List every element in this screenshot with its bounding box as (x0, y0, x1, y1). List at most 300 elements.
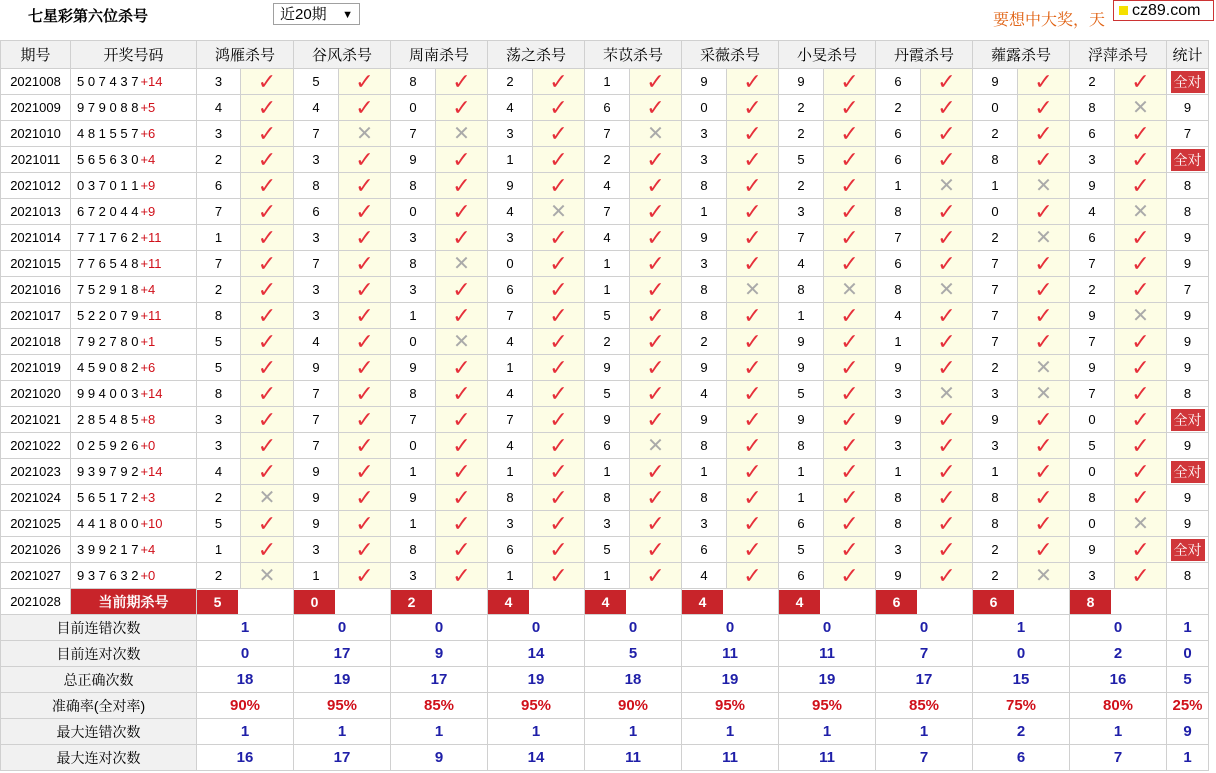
period-cell: 2021020 (1, 381, 71, 407)
current-kill-cell (682, 589, 779, 615)
kill-number-cell: 2 (197, 563, 241, 589)
result-cell (533, 485, 585, 511)
period-cell: 2021018 (1, 329, 71, 355)
header-expert[interactable]: 丹霞杀号 (876, 41, 973, 69)
row-stat-cell (1167, 485, 1209, 511)
check-icon: ✓ (1034, 484, 1053, 510)
check-icon: ✓ (549, 562, 568, 588)
current-kill-cell (391, 589, 488, 615)
kill-number-cell: 7 (779, 225, 824, 251)
stats-value: 1 (197, 719, 294, 745)
result-cell (339, 511, 391, 537)
kill-number-cell: 1 (585, 563, 630, 589)
row-stat-cell (1167, 69, 1209, 95)
check-icon: ✓ (937, 224, 956, 250)
stats-value: 95% (779, 693, 876, 719)
result-cell (533, 355, 585, 381)
check-icon: ✓ (549, 510, 568, 536)
kill-number-cell: 1 (585, 459, 630, 485)
kill-number-cell: 8 (585, 485, 630, 511)
check-icon: ✓ (1131, 68, 1150, 94)
check-icon: ✓ (452, 406, 471, 432)
result-cell (824, 147, 876, 173)
kill-number-cell: 7 (1070, 381, 1115, 407)
cross-icon: ✕ (1035, 356, 1052, 379)
result-cell (339, 537, 391, 563)
result-cell (921, 277, 973, 303)
kill-number-cell: 2 (876, 95, 921, 121)
header-expert[interactable]: 小旻杀号 (779, 41, 876, 69)
check-icon: ✓ (257, 536, 277, 562)
check-icon: ✓ (840, 68, 859, 94)
result-cell (436, 537, 488, 563)
current-period-cell: 2021028 (1, 589, 71, 615)
result-cell (436, 199, 488, 225)
check-icon: ✓ (646, 406, 665, 432)
result-cell (630, 95, 682, 121)
result-cell (339, 563, 391, 589)
kill-number-cell: 4 (488, 95, 533, 121)
draw-extra: +8 (140, 412, 156, 427)
check-icon: ✓ (840, 432, 859, 458)
row-stat-cell (1167, 121, 1209, 147)
kill-number-cell: 2 (1070, 69, 1115, 95)
kill-number-cell: 1 (779, 303, 824, 329)
kill-number-cell: 9 (1070, 303, 1115, 329)
stats-row (1, 745, 1209, 771)
kill-number-table (0, 40, 1209, 771)
row-stat-cell (1167, 95, 1209, 121)
result-cell (824, 381, 876, 407)
kill-number-cell: 3 (779, 199, 824, 225)
result-cell (436, 303, 488, 329)
check-icon: ✓ (646, 250, 665, 276)
ad-text[interactable]: 要想中大奖，天 (993, 12, 1106, 29)
kill-number-cell: 7 (973, 329, 1018, 355)
result-cell (727, 69, 779, 95)
check-icon: ✓ (743, 484, 762, 510)
result-cell (436, 147, 488, 173)
result-cell (921, 485, 973, 511)
result-cell (1018, 173, 1070, 199)
stats-total: 9 (1167, 719, 1209, 745)
period-range-select[interactable] (273, 3, 360, 25)
check-icon: ✓ (937, 562, 956, 588)
draw-digits: 2 8 5 4 8 5 (77, 412, 139, 427)
result-cell (533, 173, 585, 199)
table-row (1, 485, 1209, 511)
result-cell (824, 459, 876, 485)
check-icon: ✓ (646, 198, 665, 224)
stats-label: 目前连错次数 (1, 615, 197, 641)
kill-number-cell: 8 (876, 277, 921, 303)
kill-number-cell: 8 (391, 537, 436, 563)
cross-icon: ✕ (1132, 96, 1149, 119)
check-icon: ✓ (1034, 68, 1053, 94)
check-icon: ✓ (1131, 146, 1150, 172)
current-kill-cell (488, 589, 585, 615)
result-cell (824, 355, 876, 381)
check-icon: ✓ (840, 328, 859, 354)
stats-value: 16 (197, 745, 294, 771)
check-icon: ✓ (549, 484, 568, 510)
draw-digits: 0 3 7 0 1 1 (77, 178, 139, 193)
kill-number-cell: 6 (585, 433, 630, 459)
kill-number-cell: 7 (973, 303, 1018, 329)
header-expert[interactable]: 谷风杀号 (294, 41, 391, 69)
check-icon: ✓ (1131, 276, 1150, 302)
check-icon: ✓ (840, 120, 859, 146)
check-icon: ✓ (840, 250, 859, 276)
result-cell (533, 69, 585, 95)
current-kill-number: 6 (876, 590, 917, 614)
result-cell (727, 277, 779, 303)
kill-number-cell: 6 (876, 69, 921, 95)
result-cell (241, 277, 294, 303)
result-cell (339, 121, 391, 147)
result-cell (436, 95, 488, 121)
kill-number-cell: 3 (488, 511, 533, 537)
kill-number-cell: 4 (585, 225, 630, 251)
header-expert[interactable]: 蕹露杀号 (973, 41, 1070, 69)
kill-number-cell: 3 (488, 225, 533, 251)
kill-number-cell: 5 (197, 329, 241, 355)
period-cell: 2021024 (1, 485, 71, 511)
kill-number-cell: 2 (779, 173, 824, 199)
current-period-row (1, 589, 1209, 615)
current-kill-cell (585, 589, 682, 615)
result-cell (533, 329, 585, 355)
kill-number-cell: 3 (1070, 147, 1115, 173)
kill-number-cell: 1 (585, 251, 630, 277)
check-icon: ✓ (549, 536, 568, 562)
result-cell (241, 147, 294, 173)
draw-extra: +10 (140, 516, 163, 531)
stats-value: 0 (391, 615, 488, 641)
period-cell: 2021014 (1, 225, 71, 251)
stats-label: 准确率(全对率) (1, 693, 197, 719)
draw-digits: 5 2 2 0 7 9 (77, 308, 139, 323)
result-cell (824, 199, 876, 225)
stats-value: 90% (197, 693, 294, 719)
stats-value: 7 (876, 745, 973, 771)
kill-number-cell: 9 (779, 329, 824, 355)
kill-number-cell: 9 (1070, 173, 1115, 199)
result-cell (630, 433, 682, 459)
current-kill-number: 0 (294, 590, 335, 614)
table-row (1, 277, 1209, 303)
kill-number-cell: 6 (197, 173, 241, 199)
check-icon: ✓ (257, 276, 277, 302)
kill-number-cell: 1 (488, 147, 533, 173)
header-expert[interactable]: 周南杀号 (391, 41, 488, 69)
table-row (1, 537, 1209, 563)
kill-number-cell: 7 (585, 121, 630, 147)
period-range-value: 近20期 (280, 6, 327, 23)
result-cell (241, 407, 294, 433)
check-icon: ✓ (743, 536, 762, 562)
stats-value: 7 (1070, 745, 1167, 771)
stats-value: 18 (585, 667, 682, 693)
result-cell (1018, 381, 1070, 407)
kill-number-cell: 1 (779, 459, 824, 485)
result-cell (533, 225, 585, 251)
current-kill-cell (1070, 589, 1167, 615)
kill-number-cell: 9 (779, 69, 824, 95)
check-icon: ✓ (743, 562, 762, 588)
result-cell (727, 173, 779, 199)
kill-number-cell: 4 (488, 381, 533, 407)
result-cell (1115, 251, 1167, 277)
check-icon: ✓ (549, 276, 568, 302)
draw-cell (71, 251, 197, 277)
check-icon: ✓ (1131, 354, 1150, 380)
check-icon: ✓ (257, 120, 277, 146)
check-icon: ✓ (937, 198, 956, 224)
check-icon: ✓ (355, 458, 374, 484)
check-icon: ✓ (1034, 406, 1053, 432)
result-cell (1018, 563, 1070, 589)
result-cell (630, 459, 682, 485)
table-row (1, 95, 1209, 121)
result-cell (1018, 225, 1070, 251)
result-cell (241, 121, 294, 147)
period-cell: 2021026 (1, 537, 71, 563)
result-cell (630, 173, 682, 199)
draw-extra: +14 (140, 386, 163, 401)
header-expert[interactable]: 鸿雁杀号 (197, 41, 294, 69)
result-cell (921, 355, 973, 381)
row-stat-cell (1167, 147, 1209, 173)
result-cell (630, 511, 682, 537)
row-stat-cell (1167, 407, 1209, 433)
cross-icon: ✕ (938, 382, 955, 405)
check-icon: ✓ (1034, 250, 1053, 276)
kill-number-cell: 1 (973, 173, 1018, 199)
check-icon: ✓ (1034, 432, 1053, 458)
kill-number-cell: 4 (197, 459, 241, 485)
kill-number-cell: 6 (876, 121, 921, 147)
draw-cell (71, 355, 197, 381)
check-icon: ✓ (937, 94, 956, 120)
draw-digits: 9 9 4 0 0 3 (77, 386, 139, 401)
site-logo[interactable] (1113, 0, 1214, 21)
kill-number-cell: 3 (197, 407, 241, 433)
kill-number-cell: 1 (197, 537, 241, 563)
check-icon: ✓ (257, 198, 277, 224)
table-row (1, 173, 1209, 199)
result-cell (727, 407, 779, 433)
kill-number-cell: 7 (197, 251, 241, 277)
check-icon: ✓ (549, 94, 568, 120)
check-icon: ✓ (549, 224, 568, 250)
result-cell (921, 407, 973, 433)
current-kill-number: 2 (391, 590, 432, 614)
check-icon: ✓ (743, 172, 762, 198)
check-icon: ✓ (937, 354, 956, 380)
current-kill-label: 当前期杀号 (71, 589, 197, 615)
stats-total: 1 (1167, 745, 1209, 771)
kill-number-cell: 4 (682, 381, 727, 407)
kill-number-cell: 0 (391, 433, 436, 459)
check-icon: ✓ (1131, 562, 1150, 588)
row-correct-count: 9 (1183, 360, 1192, 375)
check-icon: ✓ (937, 406, 956, 432)
header-expert[interactable]: 浮萍杀号 (1070, 41, 1167, 69)
table-row (1, 69, 1209, 95)
kill-number-cell: 1 (779, 485, 824, 511)
kill-number-cell: 2 (973, 563, 1018, 589)
period-cell: 2021017 (1, 303, 71, 329)
draw-digits: 5 0 7 4 3 7 (77, 74, 139, 89)
kill-number-cell: 4 (294, 329, 339, 355)
result-cell (241, 329, 294, 355)
result-cell (727, 121, 779, 147)
kill-number-cell: 3 (682, 251, 727, 277)
result-cell (1018, 303, 1070, 329)
check-icon: ✓ (743, 224, 762, 250)
kill-number-cell: 8 (391, 381, 436, 407)
cross-icon: ✕ (453, 252, 470, 275)
check-icon: ✓ (743, 406, 762, 432)
cross-icon: ✕ (356, 122, 373, 145)
check-icon: ✓ (1034, 536, 1053, 562)
kill-number-cell: 0 (973, 95, 1018, 121)
check-icon: ✓ (937, 458, 956, 484)
check-icon: ✓ (646, 94, 665, 120)
stats-total: 25% (1167, 693, 1209, 719)
result-cell (727, 537, 779, 563)
stats-value: 1 (391, 719, 488, 745)
kill-number-cell: 7 (973, 277, 1018, 303)
check-icon: ✓ (355, 198, 374, 224)
check-icon: ✓ (743, 458, 762, 484)
stats-value: 11 (779, 641, 876, 667)
draw-cell (71, 147, 197, 173)
cross-icon: ✕ (647, 122, 664, 145)
table-row (1, 381, 1209, 407)
kill-number-cell: 9 (682, 407, 727, 433)
kill-number-cell: 7 (488, 407, 533, 433)
kill-number-cell: 3 (391, 563, 436, 589)
kill-number-cell: 3 (197, 433, 241, 459)
header-expert[interactable]: 芣苡杀号 (585, 41, 682, 69)
check-icon: ✓ (452, 380, 471, 406)
result-cell (339, 95, 391, 121)
result-cell (339, 485, 391, 511)
result-cell (1018, 121, 1070, 147)
kill-number-cell: 7 (294, 433, 339, 459)
check-icon: ✓ (452, 484, 471, 510)
stats-value: 75% (973, 693, 1070, 719)
result-cell (630, 407, 682, 433)
check-icon: ✓ (452, 302, 471, 328)
kill-number-cell: 1 (876, 329, 921, 355)
draw-extra: +14 (140, 464, 163, 479)
kill-number-cell: 6 (585, 95, 630, 121)
check-icon: ✓ (549, 120, 568, 146)
kill-number-cell: 9 (682, 225, 727, 251)
check-icon: ✓ (452, 224, 471, 250)
kill-number-cell: 2 (973, 121, 1018, 147)
header-expert[interactable]: 采薇杀号 (682, 41, 779, 69)
table-row (1, 511, 1209, 537)
row-stat-cell (1167, 511, 1209, 537)
check-icon: ✓ (1034, 276, 1053, 302)
result-cell (436, 511, 488, 537)
kill-number-cell: 3 (391, 277, 436, 303)
result-cell (1115, 407, 1167, 433)
result-cell (1018, 277, 1070, 303)
result-cell (1115, 69, 1167, 95)
result-cell (1018, 199, 1070, 225)
current-kill-number: 4 (488, 590, 529, 614)
result-cell (921, 225, 973, 251)
draw-cell (71, 69, 197, 95)
result-cell (630, 277, 682, 303)
draw-cell (71, 329, 197, 355)
row-stat-cell (1167, 433, 1209, 459)
kill-number-cell: 1 (973, 459, 1018, 485)
kill-number-cell: 6 (779, 511, 824, 537)
check-icon: ✓ (549, 146, 568, 172)
result-cell (630, 69, 682, 95)
stats-value: 85% (876, 693, 973, 719)
check-icon: ✓ (646, 484, 665, 510)
kill-number-cell: 3 (973, 433, 1018, 459)
kill-number-cell: 9 (876, 407, 921, 433)
result-cell (921, 199, 973, 225)
result-cell (339, 303, 391, 329)
check-icon: ✓ (937, 146, 956, 172)
draw-extra: +11 (140, 230, 162, 245)
header-expert[interactable]: 荡之杀号 (488, 41, 585, 69)
result-cell (824, 433, 876, 459)
result-cell (339, 433, 391, 459)
check-icon: ✓ (646, 354, 665, 380)
result-cell (241, 433, 294, 459)
check-icon: ✓ (355, 94, 374, 120)
kill-number-cell: 3 (973, 381, 1018, 407)
row-correct-count: 8 (1183, 178, 1192, 193)
result-cell (436, 173, 488, 199)
kill-number-cell: 4 (876, 303, 921, 329)
check-icon: ✓ (743, 146, 762, 172)
result-cell (630, 485, 682, 511)
check-icon: ✓ (937, 328, 956, 354)
kill-number-cell: 2 (779, 121, 824, 147)
kill-number-cell: 4 (682, 563, 727, 589)
stats-value: 9 (391, 641, 488, 667)
kill-number-cell: 1 (585, 277, 630, 303)
stats-value: 17 (294, 641, 391, 667)
draw-digits: 7 9 2 7 8 0 (77, 334, 139, 349)
kill-number-cell: 1 (682, 459, 727, 485)
stats-value: 95% (294, 693, 391, 719)
result-cell (241, 485, 294, 511)
check-icon: ✓ (452, 146, 471, 172)
result-cell (1115, 173, 1167, 199)
result-cell (1115, 511, 1167, 537)
header-period: 期号 (1, 41, 71, 69)
result-cell (339, 277, 391, 303)
top-bar (0, 0, 1216, 40)
result-cell (1018, 329, 1070, 355)
check-icon: ✓ (1034, 328, 1053, 354)
check-icon: ✓ (549, 432, 568, 458)
draw-extra: +0 (140, 438, 156, 453)
kill-number-cell: 4 (197, 95, 241, 121)
